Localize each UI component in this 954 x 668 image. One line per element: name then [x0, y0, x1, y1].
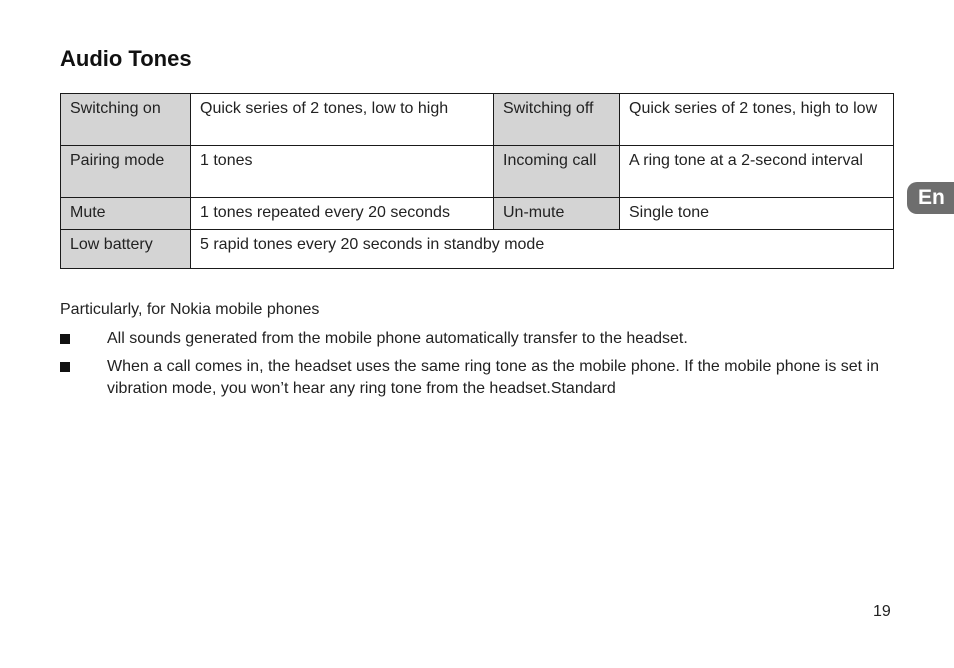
page-title: Audio Tones — [60, 46, 192, 71]
table-cell-value: 1 tones — [191, 146, 494, 198]
table-cell-label: Incoming call — [494, 146, 620, 198]
square-bullet-icon — [60, 334, 70, 344]
table-cell-label: Switching on — [61, 94, 191, 146]
language-tab: En — [907, 182, 954, 214]
table-cell-label: Low battery — [61, 230, 191, 269]
table-cell-label: Pairing mode — [61, 146, 191, 198]
table-cell-value: Single tone — [620, 198, 894, 230]
square-bullet-icon — [60, 362, 70, 372]
list-item — [60, 328, 890, 350]
table-cell-label: Switching off — [494, 94, 620, 146]
table-row — [61, 146, 894, 198]
table-cell-value: A ring tone at a 2-second interval — [620, 146, 894, 198]
list-item — [60, 356, 890, 400]
table-row — [61, 230, 894, 269]
bullet-list — [60, 328, 890, 406]
table-row — [61, 198, 894, 230]
list-item-text: All sounds generated from the mobile phone automatically transfer to the headset. — [107, 330, 688, 347]
table-cell-value: 5 rapid tones every 20 seconds in standby mode — [191, 230, 894, 269]
table-cell-label: Mute — [61, 198, 191, 230]
table-cell-label: Un-mute — [494, 198, 620, 230]
audio-tones-table — [60, 93, 894, 269]
nokia-note: Particularly, for Nokia mobile phones — [60, 301, 320, 318]
list-item-text: When a call comes in, the headset uses the same ring tone as the mobile phone. If the mobile phone is set in vibration mode, you won’t hear any ring tone from the headset.Standard — [107, 358, 880, 397]
table-cell-value: Quick series of 2 tones, high to low — [620, 94, 894, 146]
table-cell-value: Quick series of 2 tones, low to high — [191, 94, 494, 146]
table-row — [61, 94, 894, 146]
table-cell-value: 1 tones repeated every 20 seconds — [191, 198, 494, 230]
page-number: 19 — [873, 603, 891, 620]
